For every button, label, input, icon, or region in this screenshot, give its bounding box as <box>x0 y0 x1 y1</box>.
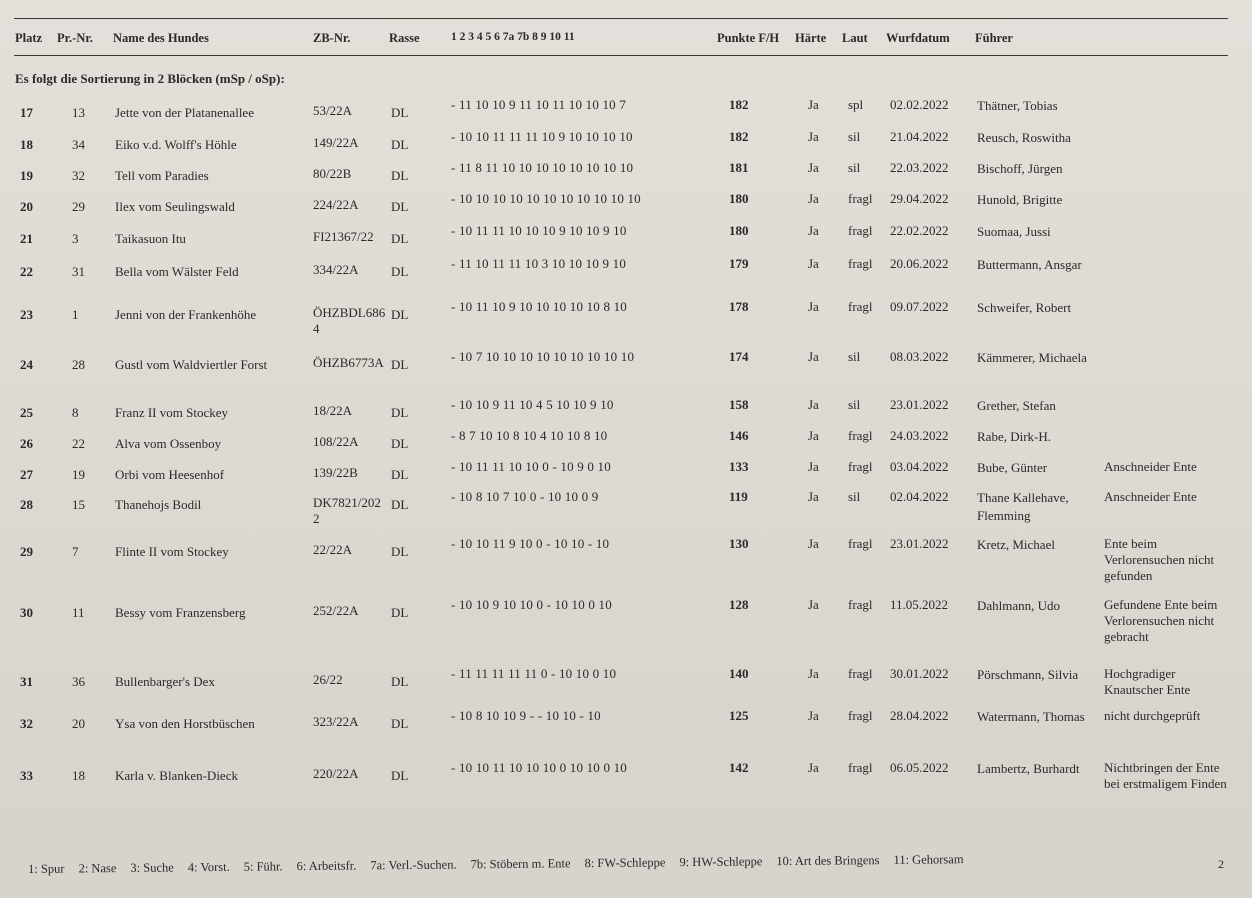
cell-punkte: 182 <box>729 129 749 144</box>
cell-scores: - 11 10 11 11 10 3 10 10 10 9 10 <box>451 256 627 271</box>
cell-laut: fragl <box>848 708 873 723</box>
header-fachnummern: 1 2 3 4 5 6 7a 7b 8 9 10 11 <box>451 31 575 43</box>
cell-scores: - 10 8 10 10 9 - - 10 10 - 10 <box>451 708 601 723</box>
cell-platz: 23 <box>20 307 33 322</box>
header-punkte: Punkte F/H <box>717 31 780 45</box>
cell-prnr: 36 <box>72 674 85 689</box>
cell-platz: 18 <box>20 137 33 152</box>
cell-rasse: DL <box>391 199 409 214</box>
cell-laut: fragl <box>848 428 873 443</box>
cell-harte: Ja <box>808 708 819 723</box>
header-platz: Platz <box>15 31 43 45</box>
cell-harte: Ja <box>808 349 819 364</box>
cell-dog-name: Taikasuon Itu <box>115 231 186 246</box>
cell-fuehrer: Grether, Stefan <box>977 398 1056 413</box>
cell-bemerkung: Anschneider Ente <box>1104 459 1197 474</box>
cell-fuehrer: Watermann, Thomas <box>977 709 1085 724</box>
legend-item: 11: Gehorsam <box>893 852 964 867</box>
cell-bemerkung: Hochgradiger Knautscher Ente <box>1104 666 1191 697</box>
cell-dog-name: Karla v. Blanken-Dieck <box>115 768 238 783</box>
cell-platz: 28 <box>20 497 33 512</box>
cell-wurfdatum: 22.02.2022 <box>890 223 949 238</box>
cell-rasse: DL <box>391 674 409 689</box>
legend <box>28 852 978 877</box>
cell-harte: Ja <box>808 191 819 206</box>
cell-harte: Ja <box>808 536 819 551</box>
cell-laut: fragl <box>848 597 873 612</box>
cell-fuehrer: Buttermann, Ansgar <box>977 257 1082 272</box>
cell-harte: Ja <box>808 256 819 271</box>
cell-punkte: 133 <box>729 459 749 474</box>
cell-fuehrer: Pörschmann, Silvia <box>977 667 1079 682</box>
cell-platz: 30 <box>20 605 33 620</box>
header-rule <box>14 55 1228 56</box>
cell-dog-name: Eiko v.d. Wolff's Höhle <box>115 137 237 152</box>
cell-harte: Ja <box>808 97 819 112</box>
cell-zb-nr: DK7821/2022 <box>313 495 381 526</box>
cell-fuehrer: Bischoff, Jürgen <box>977 161 1063 176</box>
cell-punkte: 128 <box>729 597 749 612</box>
cell-prnr: 31 <box>72 264 85 279</box>
cell-zb-nr: ÖHZB6773A <box>313 355 384 370</box>
cell-dog-name: Ilex vom Seulingswald <box>115 199 235 214</box>
cell-scores: - 10 10 9 10 10 0 - 10 10 0 10 <box>451 597 612 612</box>
cell-scores: - 8 7 10 10 8 10 4 10 10 8 10 <box>451 428 608 443</box>
cell-punkte: 182 <box>729 97 749 112</box>
cell-dog-name: Franz II vom Stockey <box>115 405 229 420</box>
cell-scores: - 10 10 11 10 10 10 0 10 10 0 10 <box>451 760 627 775</box>
cell-laut: fragl <box>848 256 873 271</box>
cell-dog-name: Jette von der Platanenallee <box>115 105 254 120</box>
cell-laut: fragl <box>848 191 873 206</box>
cell-zb-nr: 22/22A <box>313 542 352 557</box>
cell-prnr: 22 <box>72 436 85 451</box>
legend-item: 4: Vorst. <box>187 859 230 875</box>
cell-harte: Ja <box>808 160 819 175</box>
cell-laut: sil <box>848 489 861 504</box>
cell-dog-name: Alva vom Ossenboy <box>115 436 222 451</box>
cell-dog-name: Bella vom Wälster Feld <box>115 264 239 279</box>
cell-scores: - 10 10 11 11 11 10 9 10 10 10 10 <box>451 129 633 144</box>
cell-platz: 24 <box>20 357 33 372</box>
cell-scores: - 11 10 10 9 11 10 11 10 10 10 7 <box>451 97 627 112</box>
cell-prnr: 29 <box>72 199 85 214</box>
section-title: Es folgt die Sortierung in 2 Blöcken (mSp / oSp): <box>15 71 285 86</box>
legend-item: 10: Art des Bringens <box>776 853 880 869</box>
cell-harte: Ja <box>808 299 819 314</box>
cell-zb-nr: 252/22A <box>313 603 359 618</box>
cell-laut: sil <box>848 397 861 412</box>
cell-punkte: 130 <box>729 536 749 551</box>
cell-rasse: DL <box>391 137 409 152</box>
cell-bemerkung: nicht durchgeprüft <box>1104 708 1201 723</box>
cell-fuehrer: Bube, Günter <box>977 460 1048 475</box>
cell-wurfdatum: 21.04.2022 <box>890 129 949 144</box>
cell-bemerkung: Gefundene Ente beim Verlorensuchen nicht gebracht <box>1104 597 1218 644</box>
cell-punkte: 119 <box>729 489 748 504</box>
header-zb: ZB-Nr. <box>313 31 351 45</box>
cell-laut: sil <box>848 129 861 144</box>
cell-dog-name: Tell vom Paradies <box>115 168 209 183</box>
cell-wurfdatum: 20.06.2022 <box>890 256 949 271</box>
cell-punkte: 142 <box>729 760 749 775</box>
cell-fuehrer: Thätner, Tobias <box>977 98 1058 113</box>
cell-laut: sil <box>848 349 861 364</box>
cell-bemerkung: Nichtbringen der Ente bei erstmaligem Finden <box>1104 760 1227 791</box>
cell-bemerkung: Ente beim Verlorensuchen nicht gefunden <box>1104 536 1215 583</box>
cell-prnr: 11 <box>72 605 85 620</box>
cell-platz: 17 <box>20 105 33 120</box>
cell-fuehrer: Lambertz, Burhardt <box>977 761 1080 776</box>
cell-scores: - 10 10 10 10 10 10 10 10 10 10 10 <box>451 191 641 206</box>
cell-rasse: DL <box>391 307 409 322</box>
cell-platz: 22 <box>20 264 33 279</box>
legend-item: 9: HW-Schleppe <box>679 854 763 870</box>
cell-scores: - 10 11 10 9 10 10 10 10 10 8 10 <box>451 299 627 314</box>
cell-rasse: DL <box>391 168 409 183</box>
cell-zb-nr: 108/22A <box>313 434 359 449</box>
cell-wurfdatum: 23.01.2022 <box>890 397 949 412</box>
cell-scores: - 10 11 11 10 10 10 9 10 10 9 10 <box>451 223 627 238</box>
cell-wurfdatum: 09.07.2022 <box>890 299 949 314</box>
cell-laut: sil <box>848 160 861 175</box>
cell-laut: fragl <box>848 223 873 238</box>
cell-laut: fragl <box>848 536 873 551</box>
cell-laut: fragl <box>848 299 873 314</box>
cell-harte: Ja <box>808 397 819 412</box>
cell-fuehrer: Suomaa, Jussi <box>977 224 1051 239</box>
cell-rasse: DL <box>391 357 409 372</box>
header-name: Name des Hundes <box>113 31 209 45</box>
cell-wurfdatum: 28.04.2022 <box>890 708 949 723</box>
cell-wurfdatum: 02.04.2022 <box>890 489 949 504</box>
cell-zb-nr: 139/22B <box>313 465 358 480</box>
cell-laut: fragl <box>848 760 873 775</box>
cell-rasse: DL <box>391 544 409 559</box>
cell-zb-nr: 323/22A <box>313 714 359 729</box>
cell-punkte: 179 <box>729 256 749 271</box>
cell-rasse: DL <box>391 436 409 451</box>
cell-dog-name: Thanehojs Bodil <box>115 497 202 512</box>
cell-platz: 20 <box>20 199 33 214</box>
cell-punkte: 178 <box>729 299 749 314</box>
legend-item: 8: FW-Schleppe <box>584 855 666 871</box>
cell-harte: Ja <box>808 666 819 681</box>
cell-dog-name: Jenni von der Frankenhöhe <box>115 307 257 322</box>
cell-prnr: 34 <box>72 137 85 152</box>
header-laut: Laut <box>842 31 868 45</box>
cell-punkte: 140 <box>729 666 749 681</box>
cell-rasse: DL <box>391 768 409 783</box>
cell-punkte: 174 <box>729 349 749 364</box>
cell-platz: 32 <box>20 716 33 731</box>
cell-prnr: 15 <box>72 497 85 512</box>
cell-zb-nr: 26/22 <box>313 672 343 687</box>
cell-zb-nr: 80/22B <box>313 166 352 181</box>
cell-laut: fragl <box>848 666 873 681</box>
legend-item: 7a: Verl.-Suchen. <box>370 857 457 873</box>
cell-scores: - 10 8 10 7 10 0 - 10 10 0 9 <box>451 489 599 504</box>
cell-fuehrer: Schweifer, Robert <box>977 300 1072 315</box>
cell-wurfdatum: 29.04.2022 <box>890 191 949 206</box>
cell-harte: Ja <box>808 428 819 443</box>
cell-zb-nr: 224/22A <box>313 197 359 212</box>
cell-bemerkung: Anschneider Ente <box>1104 489 1197 504</box>
cell-harte: Ja <box>808 760 819 775</box>
cell-fuehrer: Kretz, Michael <box>977 537 1055 552</box>
cell-dog-name: Gustl vom Waldviertler Forst <box>115 357 268 372</box>
cell-prnr: 28 <box>72 357 85 372</box>
cell-wurfdatum: 24.03.2022 <box>890 428 949 443</box>
cell-dog-name: Flinte II vom Stockey <box>115 544 229 559</box>
cell-zb-nr: 220/22A <box>313 766 359 781</box>
cell-fuehrer: Hunold, Brigitte <box>977 192 1063 207</box>
cell-punkte: 146 <box>729 428 749 443</box>
cell-fuehrer: Rabe, Dirk-H. <box>977 429 1052 444</box>
cell-punkte: 125 <box>729 708 749 723</box>
legend-item: 2: Nase <box>78 861 117 876</box>
page-number: 2 <box>1218 857 1224 871</box>
cell-dog-name: Ysa von den Horstbüschen <box>115 716 255 731</box>
cell-wurfdatum: 06.05.2022 <box>890 760 949 775</box>
cell-fuehrer: Kämmerer, Michaela <box>977 350 1087 365</box>
header-prnr: Pr.-Nr. <box>57 31 93 45</box>
cell-zb-nr: 18/22A <box>313 403 352 418</box>
cell-platz: 33 <box>20 768 33 783</box>
cell-prnr: 19 <box>72 467 85 482</box>
cell-harte: Ja <box>808 489 819 504</box>
top-rule <box>14 18 1228 19</box>
header-rasse: Rasse <box>389 31 420 45</box>
cell-zb-nr: FI21367/22 <box>313 229 374 244</box>
header-fuehrer: Führer <box>975 31 1013 45</box>
cell-fuehrer: Dahlmann, Udo <box>977 598 1061 613</box>
cell-punkte: 181 <box>729 160 749 175</box>
cell-punkte: 180 <box>729 191 749 206</box>
cell-platz: 25 <box>20 405 33 420</box>
cell-scores: - 10 10 11 9 10 0 - 10 10 - 10 <box>451 536 610 551</box>
cell-scores: - 10 7 10 10 10 10 10 10 10 10 10 <box>451 349 635 364</box>
cell-harte: Ja <box>808 223 819 238</box>
legend-item: 5: Führ. <box>243 859 283 874</box>
cell-harte: Ja <box>808 459 819 474</box>
cell-rasse: DL <box>391 605 409 620</box>
legend-item: 7b: Stöbern m. Ente <box>470 856 571 872</box>
cell-scores: - 10 11 11 10 10 0 - 10 9 0 10 <box>451 459 611 474</box>
header-harte: Härte <box>795 31 827 45</box>
cell-wurfdatum: 03.04.2022 <box>890 459 949 474</box>
cell-laut: spl <box>848 97 864 112</box>
cell-rasse: DL <box>391 264 409 279</box>
cell-wurfdatum: 30.01.2022 <box>890 666 949 681</box>
cell-wurfdatum: 22.03.2022 <box>890 160 949 175</box>
cell-platz: 29 <box>20 544 33 559</box>
cell-zb-nr: 53/22A <box>313 103 352 118</box>
cell-zb-nr: 149/22A <box>313 135 359 150</box>
cell-prnr: 13 <box>72 105 85 120</box>
cell-platz: 26 <box>20 436 33 451</box>
cell-harte: Ja <box>808 129 819 144</box>
cell-prnr: 20 <box>72 716 85 731</box>
cell-harte: Ja <box>808 597 819 612</box>
cell-scores: - 10 10 9 11 10 4 5 10 10 9 10 <box>451 397 614 412</box>
cell-prnr: 18 <box>72 768 85 783</box>
cell-wurfdatum: 02.02.2022 <box>890 97 949 112</box>
cell-rasse: DL <box>391 497 409 512</box>
cell-scores: - 11 8 11 10 10 10 10 10 10 10 10 <box>451 160 634 175</box>
cell-rasse: DL <box>391 105 409 120</box>
cell-rasse: DL <box>391 405 409 420</box>
cell-prnr: 7 <box>72 544 79 559</box>
cell-punkte: 180 <box>729 223 749 238</box>
header-wurfdatum: Wurfdatum <box>886 31 950 45</box>
cell-prnr: 3 <box>72 231 79 246</box>
cell-rasse: DL <box>391 467 409 482</box>
cell-platz: 21 <box>20 231 33 246</box>
cell-rasse: DL <box>391 716 409 731</box>
cell-fuehrer: Thane Kallehave, Flemming <box>977 490 1069 523</box>
cell-prnr: 8 <box>72 405 79 420</box>
legend-item: 3: Suche <box>130 860 174 875</box>
cell-wurfdatum: 08.03.2022 <box>890 349 949 364</box>
cell-dog-name: Bullenbarger's Dex <box>115 674 215 689</box>
cell-zb-nr: 334/22A <box>313 262 359 277</box>
cell-scores: - 11 11 11 11 11 0 - 10 10 0 10 <box>451 666 617 681</box>
legend-item: 1: Spur <box>28 861 65 876</box>
cell-wurfdatum: 11.05.2022 <box>890 597 949 612</box>
cell-zb-nr: ÖHZBDL6864 <box>313 305 386 336</box>
cell-platz: 19 <box>20 168 33 183</box>
cell-punkte: 158 <box>729 397 749 412</box>
cell-platz: 27 <box>20 467 33 482</box>
cell-prnr: 32 <box>72 168 85 183</box>
cell-fuehrer: Reusch, Roswitha <box>977 130 1071 145</box>
cell-laut: fragl <box>848 459 873 474</box>
cell-dog-name: Orbi vom Heesenhof <box>115 467 225 482</box>
cell-wurfdatum: 23.01.2022 <box>890 536 949 551</box>
legend-item: 6: Arbeitsfr. <box>296 858 357 874</box>
cell-dog-name: Bessy vom Franzensberg <box>115 605 246 620</box>
cell-rasse: DL <box>391 231 409 246</box>
cell-prnr: 1 <box>72 307 79 322</box>
cell-platz: 31 <box>20 674 33 689</box>
